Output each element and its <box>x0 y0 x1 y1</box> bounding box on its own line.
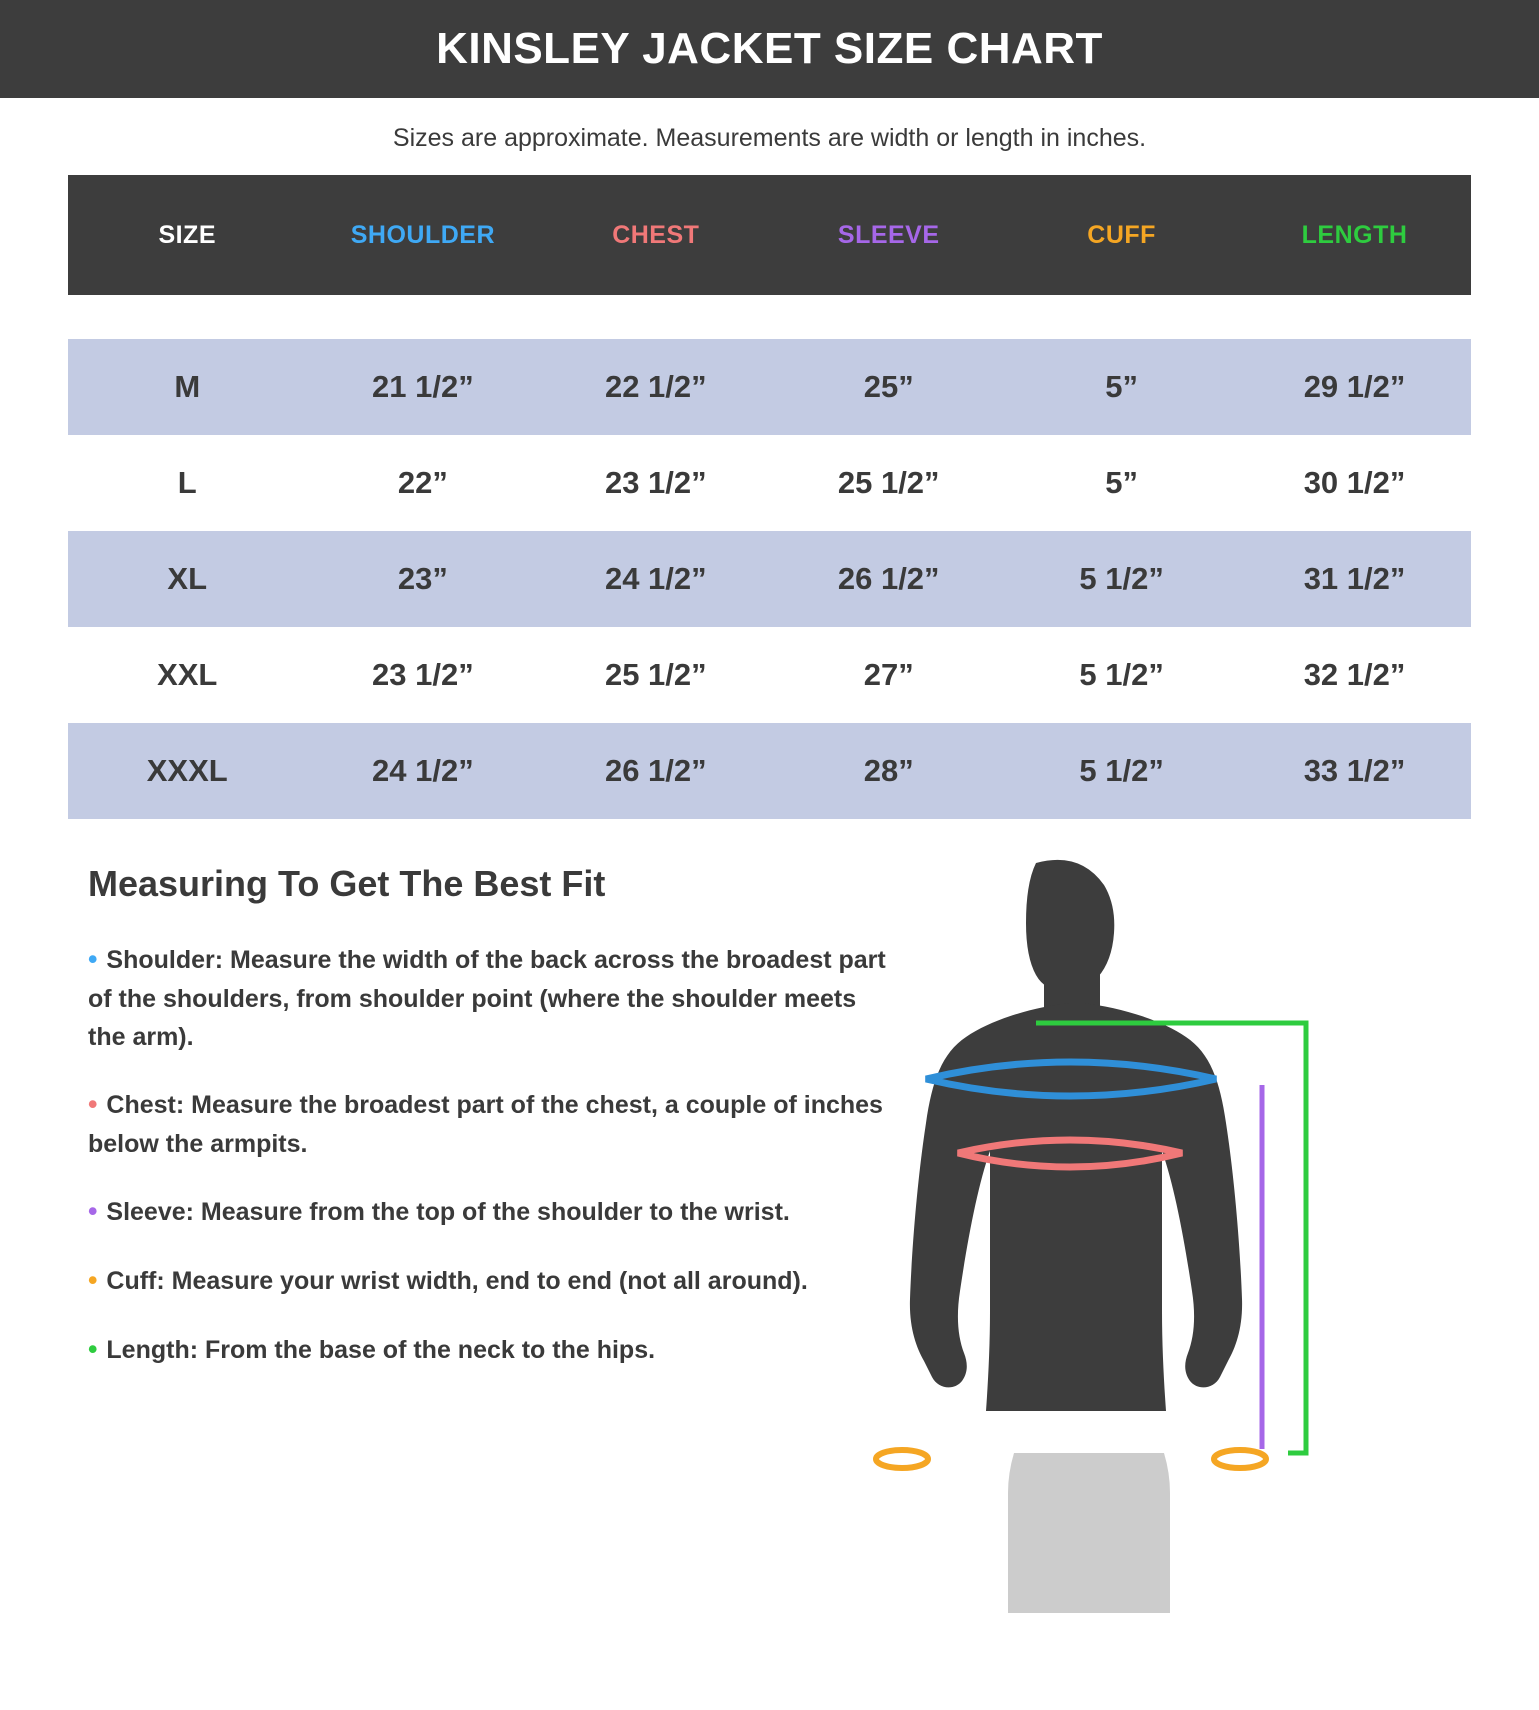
cell-length: 29 1/2” <box>1238 339 1471 435</box>
bullet-dot-icon: • <box>88 1089 98 1120</box>
figure-area <box>888 863 1539 1398</box>
figure-head <box>1026 860 1114 991</box>
body-measurement-figure <box>858 853 1458 1613</box>
table-header-row <box>68 175 1471 295</box>
size-table-head <box>68 175 1471 295</box>
column-header-shoulder: SHOULDER <box>350 220 496 249</box>
bullet-dot-icon: • <box>88 1334 98 1365</box>
guide-item-shoulder <box>88 939 888 1056</box>
cell-size: XXXL <box>68 723 306 819</box>
column-header-sleeve: SLEEVE <box>837 220 940 249</box>
cell-size: XXL <box>68 627 306 723</box>
cuff-measure-right <box>1214 1450 1266 1468</box>
bullet-dot-icon: • <box>88 944 98 974</box>
measuring-guide-section <box>0 863 1539 1398</box>
size-table-wrapper <box>68 175 1471 819</box>
guide-item-text: Shoulder: Measure the width of the back across the broadest part of the shoulders, from shoulder point (where the shoulder meets the arm). <box>88 946 886 1052</box>
cell-size: M <box>68 339 306 435</box>
cell-shoulder: 23” <box>306 531 539 627</box>
guide-item-text: Cuff: Measure your wrist width, end to end (not all around). <box>106 1267 808 1296</box>
cell-length: 31 1/2” <box>1238 531 1471 627</box>
cell-sleeve: 26 1/2” <box>772 531 1005 627</box>
cell-size: L <box>68 435 306 531</box>
cell-length: 33 1/2” <box>1238 723 1471 819</box>
subtitle: Sizes are approximate. Measurements are width or length in inches. <box>392 124 1147 152</box>
cell-chest: 22 1/2” <box>539 339 772 435</box>
guide-item-text: Length: From the base of the neck to the hips. <box>106 1336 656 1365</box>
table-row <box>68 531 1471 627</box>
guide-item-text: Sleeve: Measure from the top of the shoulder to the wrist. <box>106 1198 790 1227</box>
guide-item-chest <box>88 1084 888 1163</box>
bullet-dot-icon: • <box>88 1196 98 1227</box>
figure-pants <box>1008 1453 1170 1613</box>
cell-length: 30 1/2” <box>1238 435 1471 531</box>
cell-cuff: 5 1/2” <box>1005 723 1238 819</box>
cell-sleeve: 25” <box>772 339 1005 435</box>
cell-shoulder: 22” <box>306 435 539 531</box>
cell-shoulder: 24 1/2” <box>306 723 539 819</box>
cell-chest: 25 1/2” <box>539 627 772 723</box>
cell-sleeve: 27” <box>772 627 1005 723</box>
cell-cuff: 5” <box>1005 339 1238 435</box>
title-bar <box>0 0 1539 98</box>
table-row <box>68 339 1471 435</box>
measuring-guide-heading: Measuring To Get The Best Fit <box>88 863 606 904</box>
cell-chest: 23 1/2” <box>539 435 772 531</box>
table-row <box>68 627 1471 723</box>
cell-length: 32 1/2” <box>1238 627 1471 723</box>
column-header-length: LENGTH <box>1301 220 1408 249</box>
cell-sleeve: 25 1/2” <box>772 435 1005 531</box>
cell-size: XL <box>68 531 306 627</box>
cell-chest: 24 1/2” <box>539 531 772 627</box>
table-spacer-row <box>68 295 1471 339</box>
cell-shoulder: 23 1/2” <box>306 627 539 723</box>
size-table <box>68 175 1471 819</box>
column-header-chest: CHEST <box>612 220 700 249</box>
size-table-body <box>68 295 1471 819</box>
cell-cuff: 5 1/2” <box>1005 627 1238 723</box>
guide-item-cuff <box>88 1260 888 1301</box>
guide-item-length <box>88 1329 888 1370</box>
cell-cuff: 5” <box>1005 435 1238 531</box>
cuff-measure-left <box>876 1450 928 1468</box>
guide-item-text: Chest: Measure the broadest part of the chest, a couple of inches below the armpits. <box>88 1091 883 1159</box>
cell-sleeve: 28” <box>772 723 1005 819</box>
cell-chest: 26 1/2” <box>539 723 772 819</box>
cell-shoulder: 21 1/2” <box>306 339 539 435</box>
guide-item-sleeve <box>88 1191 888 1232</box>
measuring-guide-text <box>88 863 888 1398</box>
column-header-cuff: CUFF <box>1087 220 1156 249</box>
column-header-size: SIZE <box>158 220 217 249</box>
bullet-dot-icon: • <box>88 1265 98 1296</box>
table-row <box>68 723 1471 819</box>
table-row <box>68 435 1471 531</box>
page-title: KINSLEY JACKET SIZE CHART <box>436 24 1103 73</box>
table-spacer-cell <box>68 295 1471 339</box>
cell-cuff: 5 1/2” <box>1005 531 1238 627</box>
